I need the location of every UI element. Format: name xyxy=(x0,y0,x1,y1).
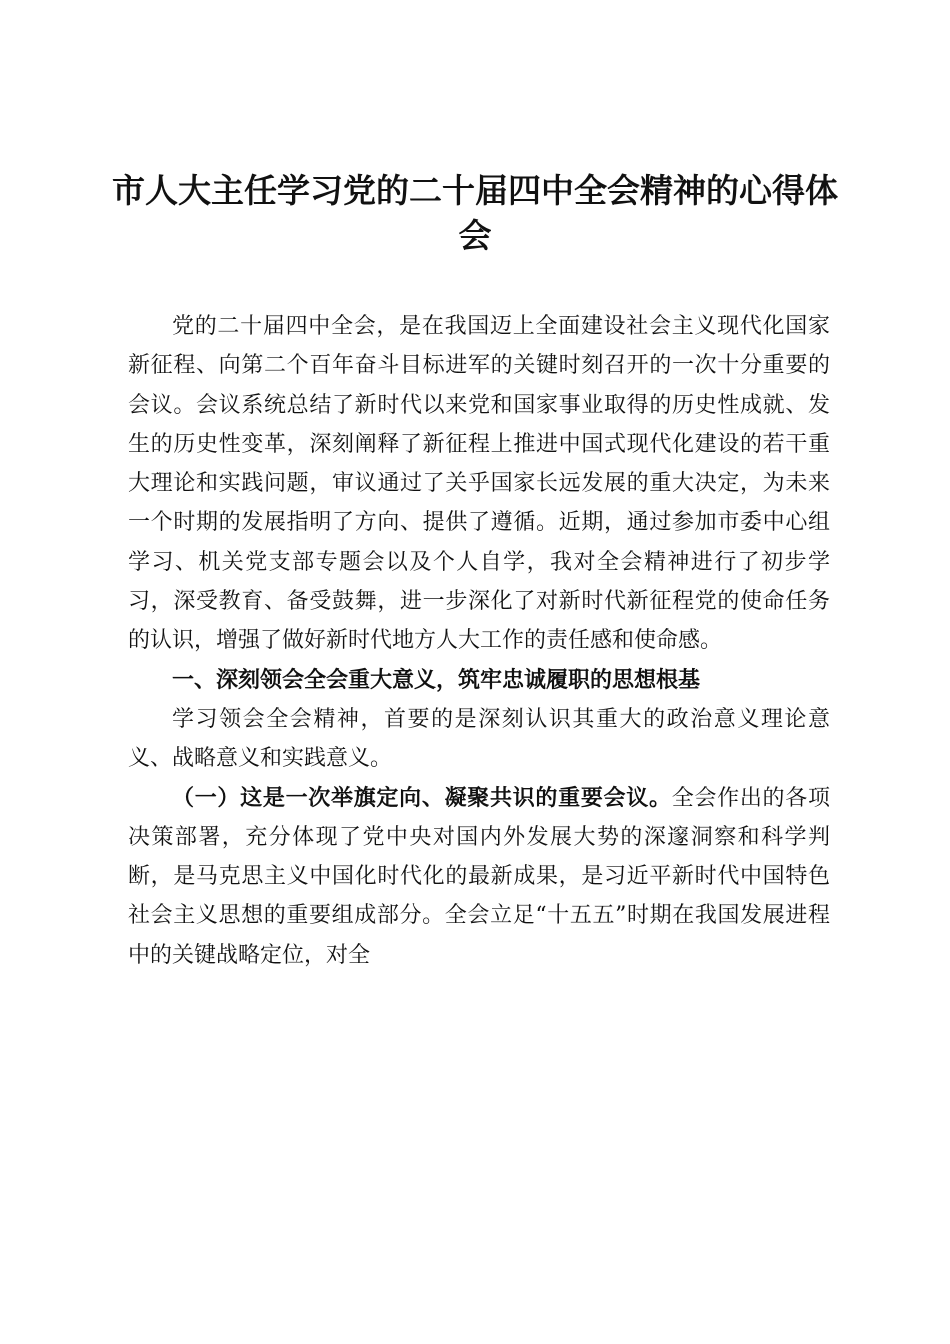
section-lead-paragraph: 学习领会全会精神，首要的是深刻认识其重大的政治意义理论意义、战略意义和实践意义。 xyxy=(128,706,830,772)
point-heading: （一）这是一次举旗定向、凝聚共识的重要会议。 xyxy=(172,784,672,811)
section-heading: 一、深刻领会全会重大意义，筑牢忠诚履职的思想根基 xyxy=(172,667,701,693)
point-text: 全会作出的各项决策部署，充分体现了党中央对国内外发展大势的深邃洞察和科学判断，是马克思主义中国化时代化的最新成果，是习近平新时代中国特色社会主义思想的重要组成部分。全会立足“十五五”时期在我国发展进程中的关键战略定位，对全 xyxy=(128,785,830,968)
document-title: 市人大主任学习党的二十届四中全会精神的心得体会 xyxy=(112,171,838,255)
point-paragraph xyxy=(128,779,830,975)
document-body xyxy=(128,307,830,975)
intro-paragraph: 党的二十届四中全会，是在我国迈上全面建设社会主义现代化国家新征程、向第二个百年奋斗目标进军的关键时刻召开的一次十分重要的会议。会议系统总结了新时代以来党和国家事业取得的历史性成就、发生的历史性变革，深刻阐释了新征程上推进中国式现代化建设的若干重大理论和实践问题，审议通过了关乎国家长远发展的重大决定，为未来一个时期的发展指明了方向、提供了遵循。近期，通过参加市委中心组学习、机关党支部专题会以及个人自学，我对全会精神进行了初步学习，深受教育、备受鼓舞，进一步深化了对新时代新征程党的使命任务的认识，增强了做好新时代地方人大工作的责任感和使命感。 xyxy=(128,314,830,654)
